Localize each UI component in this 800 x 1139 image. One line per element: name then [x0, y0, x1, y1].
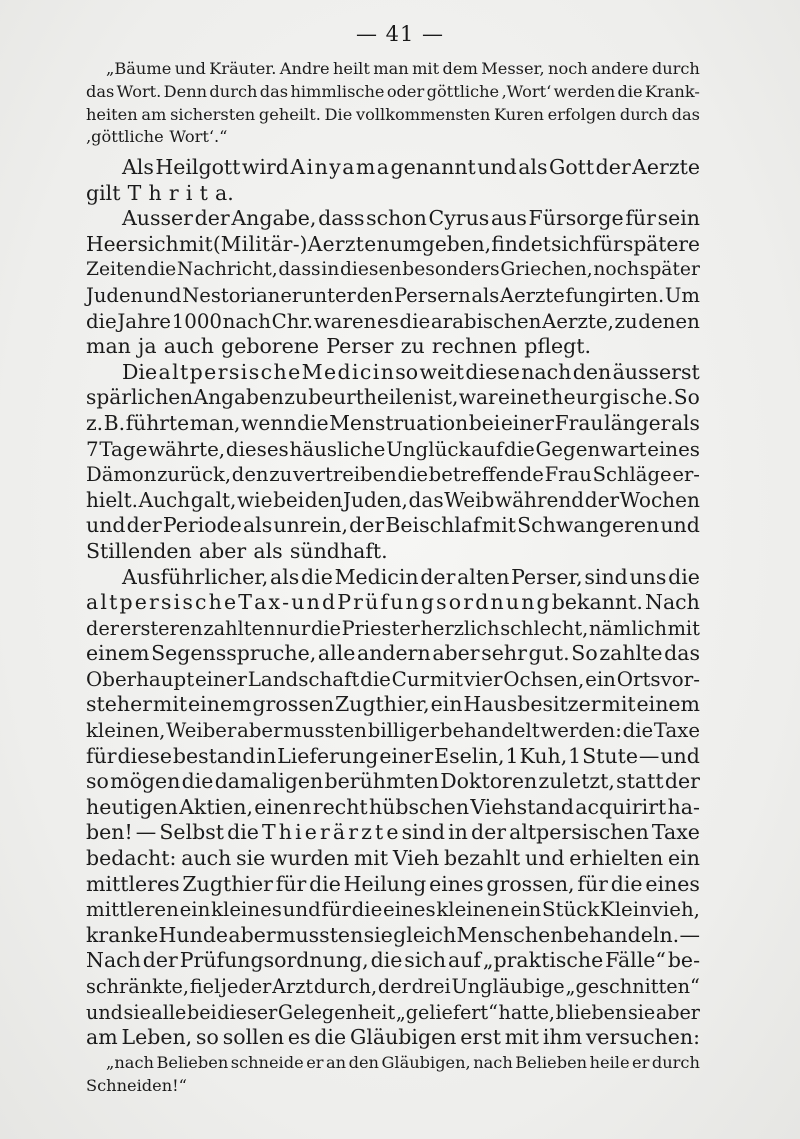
text-line: Oberhaupt einer Landschaft die Cur mit vier Ochsen, ein Ortsvor-	[86, 667, 700, 691]
text-line: 7 Tage währte, dieses häusliche Unglück auf die Gegenwart eines	[86, 437, 700, 461]
text-line: spärlichen Angaben zu beurtheilen ist, war eine t h e u r g i s c h e. So	[86, 385, 700, 410]
text-line: Heer sich mit (M i l i t ä r -) A e r z t e n umgeben, findet sich für spätere	[86, 231, 700, 256]
quote-line: „Bäume und Kräuter. Andre heilt man mit dem Messer, noch andere durch	[106, 59, 700, 78]
text-line: und der Periode als unrein, der Beischlaf mit Schwangeren und	[86, 513, 700, 538]
quote-bottom	[86, 1052, 700, 1098]
text-line: Juden und Nestorianer unter den Persern als Aerzte fungirten. Um	[86, 283, 700, 307]
text-line: der ersteren zahlten nur die Priester herzlich schlecht, nämlich mit	[86, 616, 700, 640]
text-line: Als Heilgott wird A i n y a m a genannt und als Gott der Aerzte	[122, 155, 700, 179]
text-line: Zeiten die Nachricht, dass in diesen besonders Griechen, noch später	[86, 259, 700, 281]
quote-line: das Wort. Denn durch das himmlische oder göttliche ‚Wort‘ werden die Krank-	[86, 81, 700, 101]
quote-line: heiten am sichersten geheilt. Die vollkommensten Kuren erfolgen durch das	[86, 104, 700, 124]
text-line: kranke Hunde aber mussten sie gleich Menschen behandeln. —	[86, 922, 700, 947]
quote-top	[86, 58, 700, 149]
quote-line: „nach Belieben schneide er an den Gläubigen, nach Belieben heile er durch	[106, 1053, 700, 1072]
text-line: Ausser der Angabe, dass schon Cyrus aus Fürsorge für sein	[122, 206, 700, 231]
text-line: bedacht: auch sie wurden mit Vieh bezahlt und erhielten ein	[86, 846, 700, 871]
body-text	[86, 155, 700, 1051]
text-line: ben! — Selbst die T h i e r ä r z t e sind in der altpersischen Taxe	[86, 820, 700, 845]
quote-line: ‚göttliche Wort‘.“	[86, 127, 228, 147]
text-line: einem Segensspruche, alle andern aber sehr gut. So zahlte das	[86, 641, 700, 666]
text-line: für diese bestand in Lieferung einer Eselin, 1 Kuh, 1 Stute — und	[86, 743, 700, 768]
text-line: gilt T h r i t a.	[86, 180, 234, 205]
text-line: z. B. führte man, wenn die Menstruation bei einer Frau länger als	[86, 410, 700, 435]
text-line: a l t p e r s i s c h e T a x - u n d P r ü f u n g s o r d n u n g bekannt. Nach	[86, 590, 700, 615]
text-line: kleinen, Weiber aber mussten billiger behandelt werden: die Taxe	[86, 719, 700, 743]
text-line: mittleren ein kleines und für die eines kleinen ein Stück Kleinvieh,	[86, 898, 700, 922]
text-line: steher mit einem grossen Zugthier, ein Hausbesitzer mit einem	[86, 692, 700, 717]
text-line: Stillenden aber als sündhaft.	[86, 538, 388, 563]
text-line: Die a l t p e r s i s c h e M e d i c i n so weit diese nach den äusserst	[122, 359, 700, 384]
text-line: am Leben, so sollen es die Gläubigen erst mit ihm versuchen:	[86, 1025, 700, 1050]
text-line: und sie alle bei dieser Gelegenheit „geliefert“ hatte, blieben sie aber	[86, 1000, 700, 1024]
text-line: hielt. Auch galt, wie bei den Juden, das Weib während der Wochen	[86, 487, 700, 512]
text-line: Dämon zurück, den zu vertreiben die betreffende Frau Schläge er-	[86, 463, 700, 487]
text-line: die Jahre 1000 nach Chr. waren es die arabischen Aerzte, zu denen	[86, 309, 700, 333]
text-line: heutigen Aktien, einen recht hübschen Viehstand acquirirt ha-	[86, 794, 700, 819]
text-line: Nach der Prüfungsordnung, die sich auf „praktische Fälle“ be-	[86, 948, 700, 973]
quote-line: Schneiden!“	[86, 1075, 187, 1095]
text-line: schränkte, fiel jeder Arzt durch, der drei Ungläubige „geschnitten“	[86, 975, 700, 998]
text-line: so mögen die damaligen berühmten Doktoren zuletzt, statt der	[86, 769, 700, 794]
text-line: mittleres Zugthier für die Heilung eines grossen, für die eines	[86, 871, 700, 896]
text-line: Ausführlicher, als die Medicin der alten Perser, sind uns die	[122, 564, 700, 589]
text-line: man ja auch geborene Perser zu rechnen pflegt.	[86, 334, 592, 359]
page-number: — 41 —	[355, 22, 445, 46]
